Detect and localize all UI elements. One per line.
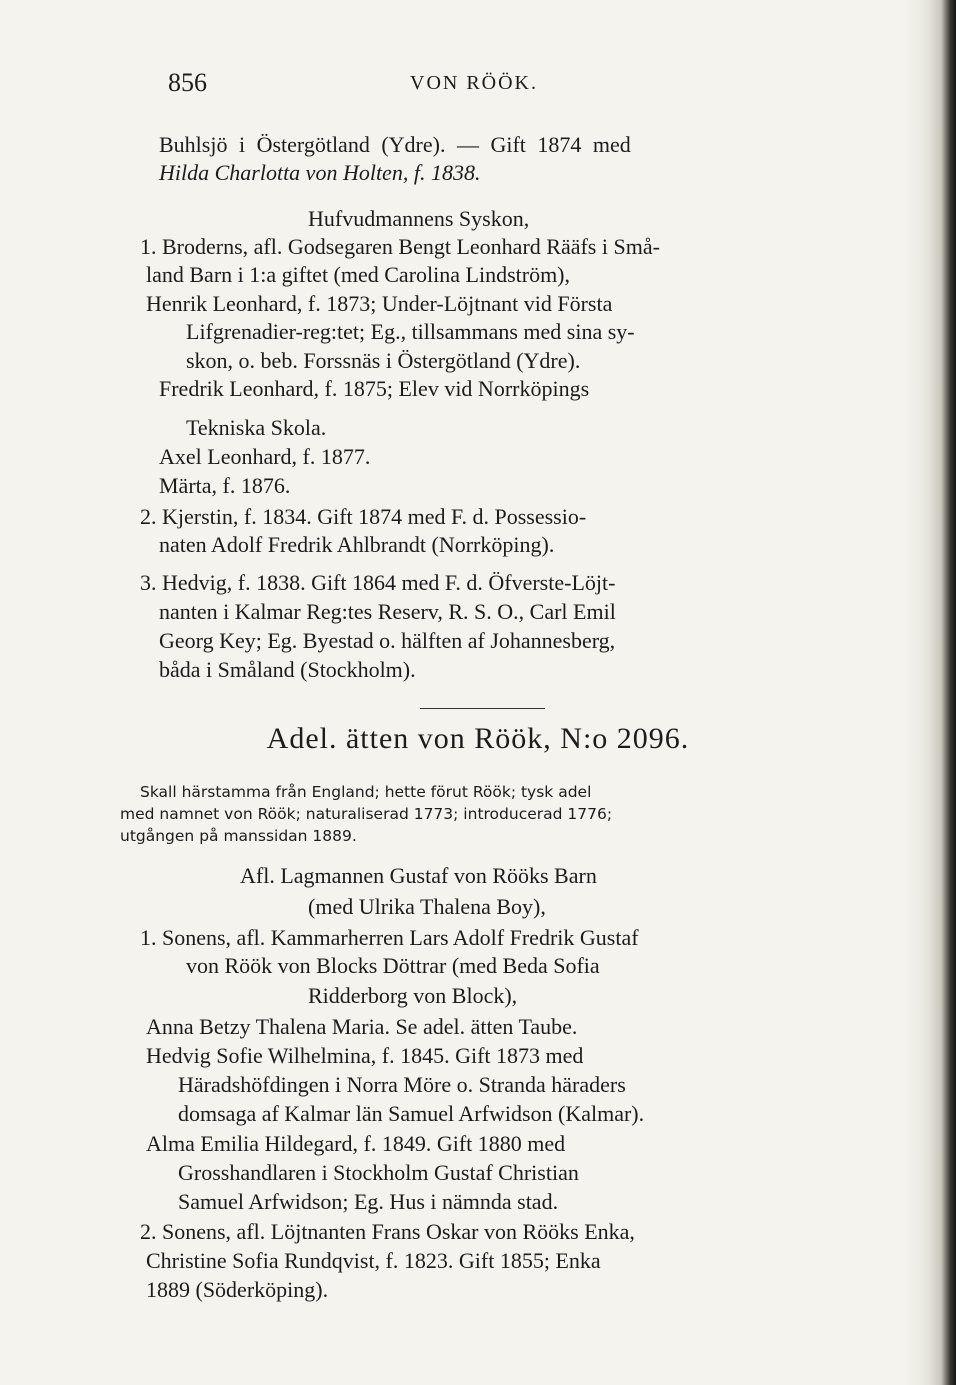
text-line: Samuel Arfwidson; Eg. Hus i nämnda stad. [178,1189,559,1214]
section-heading: Adel. ätten von Röök, N:o 2096. [266,722,690,755]
text-line: Märta, f. 1876. [159,473,291,498]
section-divider [420,708,545,709]
text-line: Hilda Charlotta von Holten, f. 1838. [159,160,481,185]
text-line: 2. Sonens, afl. Löjtnanten Frans Oskar von Rööks Enka, [140,1219,635,1244]
text-line: (med Ulrika Thalena Boy), [308,894,546,919]
text-line: Christine Sofia Rundqvist, f. 1823. Gift 1855; Enka [146,1248,601,1273]
text-line: naten Adolf Fredrik Ahlbrandt (Norrköping). [159,532,555,557]
text-line: Anna Betzy Thalena Maria. Se adel. ätten Taube. [146,1014,578,1039]
text-line: båda i Småland (Stockholm). [159,657,416,682]
text-line: 1. Broderns, afl. Godsegaren Bengt Leonhard Rääfs i Små- [140,234,660,259]
text-line: Grosshandlaren i Stockholm Gustaf Christian [178,1160,579,1185]
text-line: Axel Leonhard, f. 1877. [159,444,371,469]
text-line: Afl. Lagmannen Gustaf von Rööks Barn [240,863,597,888]
running-title: VON RÖÖK. [410,72,538,94]
text-line: von Röök von Blocks Döttrar (med Beda Sofia [186,953,600,978]
text-line: Hufvudmannens Syskon, [308,206,530,231]
page-edge-shadow [906,0,956,1385]
text-line: Ridderborg von Block), [308,983,518,1008]
text-line: Georg Key; Eg. Byestad o. hälften af Johannesberg, [159,628,616,653]
text-line: utgången på manssidan 1889. [120,827,357,845]
text-line: 2. Kjerstin, f. 1834. Gift 1874 med F. d. Possessio- [140,504,587,529]
page-number: 856 [168,68,207,97]
text-line: skon, o. beb. Forssnäs i Östergötland (Ydre). [186,348,581,373]
text-line: Fredrik Leonhard, f. 1875; Elev vid Norrköpings [159,376,590,401]
text-line: Hedvig Sofie Wilhelmina, f. 1845. Gift 1873 med [146,1043,584,1068]
text-line: Alma Emilia Hildegard, f. 1849. Gift 1880 med [146,1131,566,1156]
text-line: land Barn i 1:a giftet (med Carolina Lindström), [146,262,571,287]
text-line: nanten i Kalmar Reg:tes Reserv, R. S. O., Carl Emil [159,599,616,624]
text-line: 3. Hedvig, f. 1838. Gift 1864 med F. d. Öfverste-Löjt- [140,570,616,595]
page-header [168,68,768,108]
text-line: Lifgrenadier-reg:tet; Eg., tillsammans med sina sy- [186,319,635,344]
text-line: domsaga af Kalmar län Samuel Arfwidson (Kalmar). [178,1101,645,1126]
text-line: Henrik Leonhard, f. 1873; Under-Löjtnant vid Första [146,291,613,316]
text-line: med namnet von Röök; naturaliserad 1773; introducerad 1776; [120,805,613,823]
text-line: 1889 (Söderköping). [146,1277,329,1302]
text-line: Buhlsjö i Östergötland (Ydre). — Gift 1874 med [159,132,631,157]
text-line: Skall härstamma från England; hette förut Röök; tysk adel [140,783,592,801]
text-line: 1. Sonens, afl. Kammarherren Lars Adolf Fredrik Gustaf [140,925,639,950]
text-line: Häradshöfdingen i Norra Möre o. Stranda häraders [178,1072,626,1097]
text-line: Tekniska Skola. [186,415,327,440]
